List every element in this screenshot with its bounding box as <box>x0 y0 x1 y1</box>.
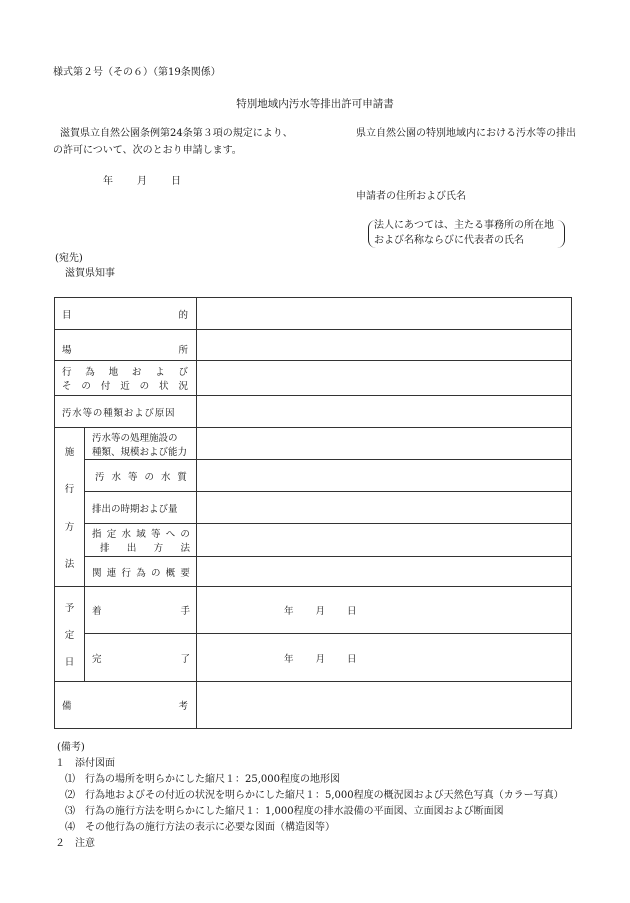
label-char: 指 <box>92 529 102 540</box>
label-char: 行 <box>64 484 75 496</box>
label-facility: 汚水等の処理施設の 種類、規模および能力 <box>85 428 197 460</box>
label-char: 完 <box>92 653 102 665</box>
applicant-label: 申請者の住所および氏名 <box>356 191 466 202</box>
label-char: の <box>180 529 190 540</box>
label-char: 域 <box>136 529 146 540</box>
label-char: 状 <box>159 381 169 392</box>
label-char: 定 <box>106 529 117 540</box>
label-char: 予 <box>64 603 75 615</box>
label-char: び <box>178 367 188 378</box>
label-char: 質 <box>177 471 187 483</box>
date-year: 年 <box>103 176 113 187</box>
label-char: 行 <box>62 367 72 378</box>
document-title: 特別地域内汚水等排出許可申請書 <box>236 98 394 110</box>
label-remarks <box>55 682 197 729</box>
label-char: よ <box>155 367 165 378</box>
label-char: 為 <box>136 567 146 579</box>
input-finish-date[interactable]: 年 月 日 <box>197 634 572 682</box>
note-caution: ２ 注意 <box>55 838 95 849</box>
intro-text-left: 滋賀県立自然公園条例第24条第３項の規定により、 <box>60 128 293 139</box>
label-place <box>55 330 197 361</box>
input-situation[interactable] <box>197 361 572 396</box>
label-char: 考 <box>178 701 188 712</box>
input-related-acts[interactable] <box>197 557 572 587</box>
label-discharge-method <box>85 524 197 557</box>
label-char: 日 <box>64 656 75 668</box>
label-char: 方 <box>64 521 75 533</box>
label-char: 手 <box>180 606 190 617</box>
label-char: の <box>150 567 161 579</box>
input-remarks[interactable] <box>197 682 572 729</box>
application-form-table <box>54 297 572 729</box>
label-char: お <box>131 367 142 378</box>
label-char: 排 <box>100 543 110 554</box>
label-char: 的 <box>178 309 188 321</box>
label-char: 付 <box>100 381 111 392</box>
label-char: 方 <box>153 543 164 554</box>
label-char: 連 <box>106 567 117 579</box>
label-char: へ <box>165 529 176 540</box>
label-char: 目 <box>62 309 72 321</box>
label-char: 関 <box>92 567 102 579</box>
label-start <box>85 587 197 634</box>
note-attachment-3: ⑶ 行為の施行方法を明らかにした縮尺１：1,000程度の排水設備の平面図、立面図および断面図 <box>65 806 504 817</box>
label-char: の <box>139 381 150 392</box>
form-number: 様式第２号（その６）（第19条関係） <box>53 67 221 78</box>
label-char: 出 <box>126 543 137 554</box>
note-attachment-1: ⑴ 行為の場所を明らかにした縮尺１：25,000程度の地形図 <box>65 774 340 785</box>
label-char: 了 <box>180 653 190 665</box>
label-char: 況 <box>178 381 188 392</box>
label-char: 要 <box>180 567 190 579</box>
input-discharge-method[interactable] <box>197 524 572 557</box>
label-char: 水 <box>121 529 131 540</box>
application-date <box>103 176 205 188</box>
label-char: 水 <box>111 471 121 483</box>
input-start-date[interactable]: 年 月 日 <box>197 587 572 634</box>
applicant-note-line2: および名称ならびに代表者の氏名 <box>374 235 524 246</box>
label-char: 汚 <box>95 471 105 483</box>
date-month: 月 <box>137 176 147 187</box>
intro-text-right: 県立自然公園の特別地域内における汚水等の排出 <box>356 128 576 139</box>
label-char: の <box>144 471 154 483</box>
label-char: 定 <box>64 629 75 641</box>
label-char: 等 <box>150 529 161 540</box>
label-char: 所 <box>178 345 188 356</box>
label-char: 近 <box>120 381 130 392</box>
label-char: 水 <box>160 471 171 483</box>
label-timing-amount: 排出の時期および量 <box>85 492 197 524</box>
label-schedule-group <box>55 587 85 682</box>
input-kind-cause[interactable] <box>197 396 572 428</box>
label-char: 法 <box>180 543 190 554</box>
input-purpose[interactable] <box>197 298 572 330</box>
notes-title: (備考) <box>57 742 85 753</box>
label-purpose <box>55 298 197 330</box>
addressee-label: (宛先) <box>55 253 83 264</box>
label-char: 法 <box>64 559 75 571</box>
label-situation <box>55 361 197 396</box>
label-char: 等 <box>127 471 138 483</box>
label-char: 着 <box>92 606 102 617</box>
label-char: 施 <box>64 446 75 458</box>
label-char: 場 <box>62 345 72 356</box>
label-water-quality <box>85 460 197 492</box>
label-char: の <box>81 381 91 392</box>
input-water-quality[interactable] <box>197 460 572 492</box>
label-related-acts <box>85 557 197 587</box>
label-char: 行 <box>121 567 131 579</box>
date-day: 日 <box>171 176 181 187</box>
input-place[interactable] <box>197 330 572 361</box>
note-attachment-2: ⑵ 行為地およびその付近の状況を明らかにした縮尺１：5,000程度の概況図および天然色写真（カラー写真） <box>65 790 564 801</box>
label-method-group <box>55 428 85 587</box>
label-char: 概 <box>165 567 176 579</box>
input-facility[interactable] <box>197 428 572 460</box>
input-timing-amount[interactable] <box>197 492 572 524</box>
intro-text-line2: の許可について、次のとおり申請します。 <box>53 145 242 156</box>
addressee-name: 滋賀県知事 <box>65 268 115 279</box>
note-attachments: １ 添付図面 <box>55 758 115 769</box>
applicant-note-line1: 法人にあつては、主たる事務所の所在地 <box>374 220 554 231</box>
label-char: 地 <box>108 367 119 378</box>
note-attachment-4: ⑷ その他行為の施行方法の表示に必要な図面（構造図等） <box>65 822 335 833</box>
label-finish <box>85 634 197 682</box>
label-kind-cause: 汚水等の種類および原因 <box>55 396 197 428</box>
label-char: 為 <box>85 367 95 378</box>
label-char: 備 <box>62 701 72 712</box>
label-char: そ <box>62 381 72 392</box>
